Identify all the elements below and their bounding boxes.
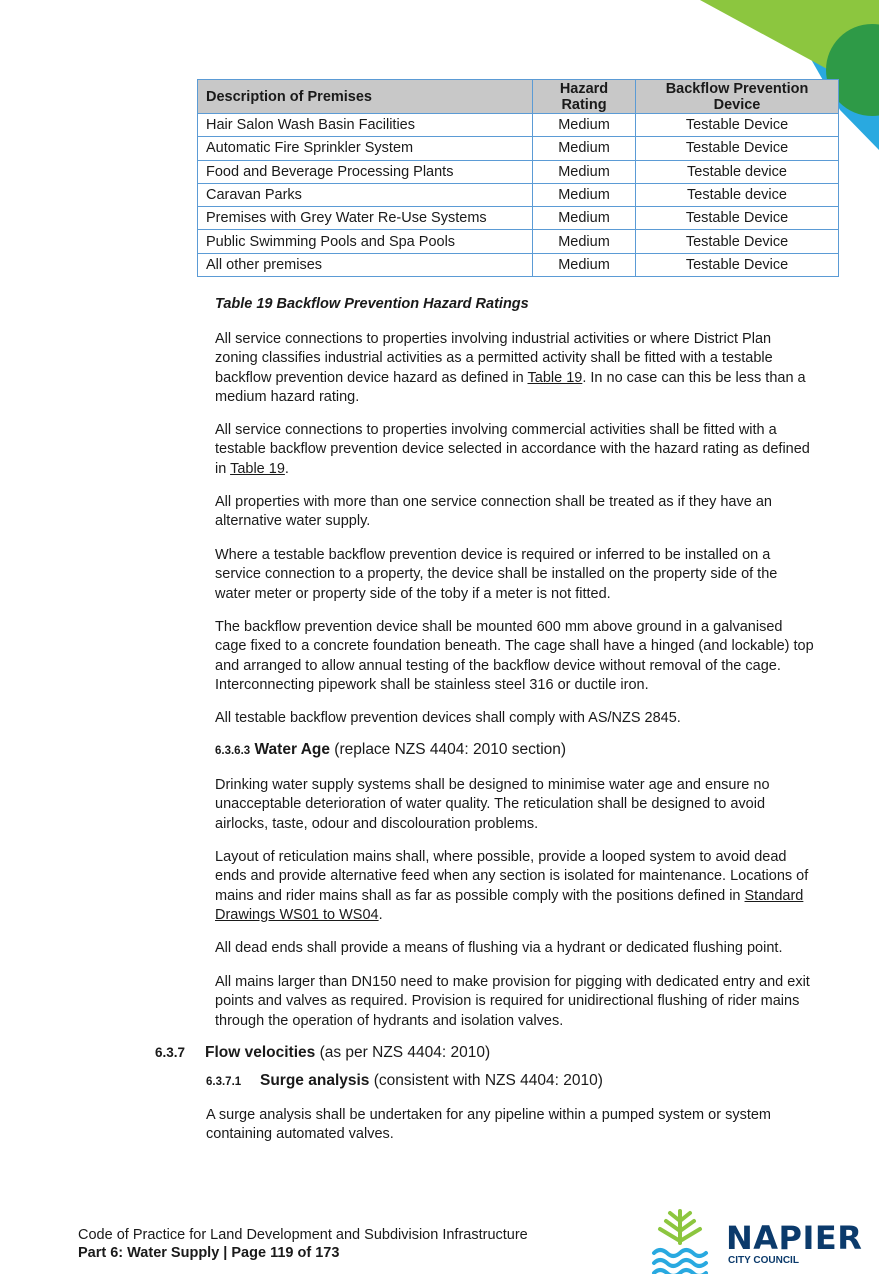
text-run: . — [378, 906, 383, 923]
column-header: Backflow Prevention Device — [636, 80, 839, 114]
table-header-row — [198, 80, 839, 114]
table-cell: Testable Device — [636, 253, 839, 276]
paragraph-water-age: Drinking water supply systems shall be designed to minimise water age and ensure no unacceptable deterioration of water quality. The reticulation shall be designed to avoid airlocks, taste, odour and discolouration problems. — [215, 777, 770, 832]
table-cell: All other premises — [198, 253, 533, 276]
table-cell: Food and Beverage Processing Plants — [198, 160, 533, 183]
text-run: All service connections to properties involving commercial activities shall be fitted with a testable backflow prevention device selected in accordance with the hazard rating as defined in — [215, 422, 810, 477]
section-note: (as per NZS 4404: 2010) — [315, 1044, 491, 1061]
table-cell: Testable device — [636, 160, 839, 183]
table-cell: Medium — [533, 160, 636, 183]
section-title: Water Age — [254, 741, 330, 758]
paragraph-surge-analysis: A surge analysis shall be undertaken for any pipeline within a pumped system or system containing automated valves. — [206, 1107, 771, 1143]
column-header: Hazard Rating — [533, 80, 636, 114]
section-note: (replace NZS 4404: 2010 section) — [330, 741, 567, 758]
table-cell: Medium — [533, 114, 636, 137]
table-row — [198, 253, 839, 276]
table-row — [198, 137, 839, 160]
table-cell: Automatic Fire Sprinkler System — [198, 137, 533, 160]
footer-page-info: Part 6: Water Supply | Page 119 of 173 — [78, 1245, 340, 1261]
table-cell: Medium — [533, 137, 636, 160]
table-cell: Medium — [533, 207, 636, 230]
table-row — [198, 114, 839, 137]
table-cell: Testable Device — [636, 114, 839, 137]
paragraph-industrial — [215, 330, 815, 407]
paragraph-dead-ends: All dead ends shall provide a means of flushing via a hydrant or dedicated flushing point. — [215, 940, 783, 956]
paragraph-device-location: Where a testable backflow prevention device is required or inferred to be installed on a service connection to a property, the device shall be installed on the property side of the water meter or property side of the toby if a meter is not fitted. — [215, 547, 778, 602]
table-cell: Testable Device — [636, 207, 839, 230]
section-number: 6.3.7.1 — [206, 1076, 242, 1088]
table-row — [198, 183, 839, 206]
table-19-link[interactable]: Table 19 — [527, 369, 583, 386]
table-caption: Table 19 Backflow Prevention Hazard Ratings — [215, 296, 529, 312]
paragraph-multiple-connections: All properties with more than one service connection shall be treated as if they have an alternative water supply. — [215, 494, 772, 530]
table-cell: Public Swimming Pools and Spa Pools — [198, 230, 533, 253]
table-cell: Hair Salon Wash Basin Facilities — [198, 114, 533, 137]
table-cell: Medium — [533, 183, 636, 206]
text-run: All service connections to properties involving industrial activities or where District Plan zoning classifies industrial activities as a permitted activity shall be fitted with a testable backflow prevention device hazard as defined in — [215, 331, 773, 386]
table-cell: Medium — [533, 253, 636, 276]
paragraph-commercial — [215, 421, 815, 479]
section-number: 6.3.6.3 — [215, 745, 251, 757]
section-number: 6.3.7 — [155, 1045, 186, 1060]
hazard-ratings-table — [197, 79, 839, 277]
text-run: Layout of reticulation mains shall, where possible, provide a looped system to avoid dead ends and provide alternative feed when any section is isolated for maintenance. Locations of mains and rider mains shall as far as possible comply with the positions defined in — [215, 849, 809, 904]
standard-drawings-link[interactable]: Standard Drawings WS01 to WS04 — [215, 887, 804, 923]
section-note: (consistent with NZS 4404: 2010) — [369, 1072, 603, 1089]
paragraph-mounting: The backflow prevention device shall be mounted 600 mm above ground in a galvanised cage fixed to a concrete foundation beneath. The cage shall have a hinged (and lockable) top and arranged to allow annual testing of the backflow device without removal of the cage. Interconnecting pipework shall be stainless steel 316 or ductile iron. — [215, 619, 814, 693]
table-cell: Testable device — [636, 183, 839, 206]
fern-wave-icon — [650, 1207, 716, 1274]
table-cell: Medium — [533, 230, 636, 253]
table-19-link[interactable]: Table 19 — [230, 460, 285, 477]
table-row — [198, 207, 839, 230]
section-heading-surge-analysis — [206, 1072, 603, 1090]
logo-subtitle: CITY COUNCIL — [728, 1255, 799, 1266]
text-run: . — [284, 460, 289, 477]
paragraph-pigging: All mains larger than DN150 need to make provision for pigging with dedicated entry and exit points and valves as required. Provision is required for unidirectional flushing of rider mains through the operation of hydrants and isolation valves. — [215, 974, 810, 1029]
section-title: Flow velocities — [205, 1044, 316, 1061]
section-title: Surge analysis — [260, 1072, 370, 1089]
table-cell: Testable Device — [636, 230, 839, 253]
page-footer — [78, 1226, 528, 1262]
text-run: . In no case can this be less than a medium hazard rating. — [215, 369, 806, 405]
table-cell: Premises with Grey Water Re-Use Systems — [198, 207, 533, 230]
table-row — [198, 230, 839, 253]
logo-name: NAPIER — [726, 1219, 863, 1257]
table-row — [198, 160, 839, 183]
table-cell: Caravan Parks — [198, 183, 533, 206]
section-heading-flow-velocities — [155, 1044, 490, 1062]
napier-logo — [650, 1207, 863, 1274]
column-header: Description of Premises — [198, 80, 533, 114]
section-heading-water-age — [215, 741, 566, 759]
footer-document-title: Code of Practice for Land Development and Subdivision Infrastructure — [78, 1227, 528, 1243]
paragraph-compliance: All testable backflow prevention devices shall comply with AS/NZS 2845. — [215, 710, 681, 726]
table-cell: Testable Device — [636, 137, 839, 160]
paragraph-layout — [215, 848, 815, 925]
